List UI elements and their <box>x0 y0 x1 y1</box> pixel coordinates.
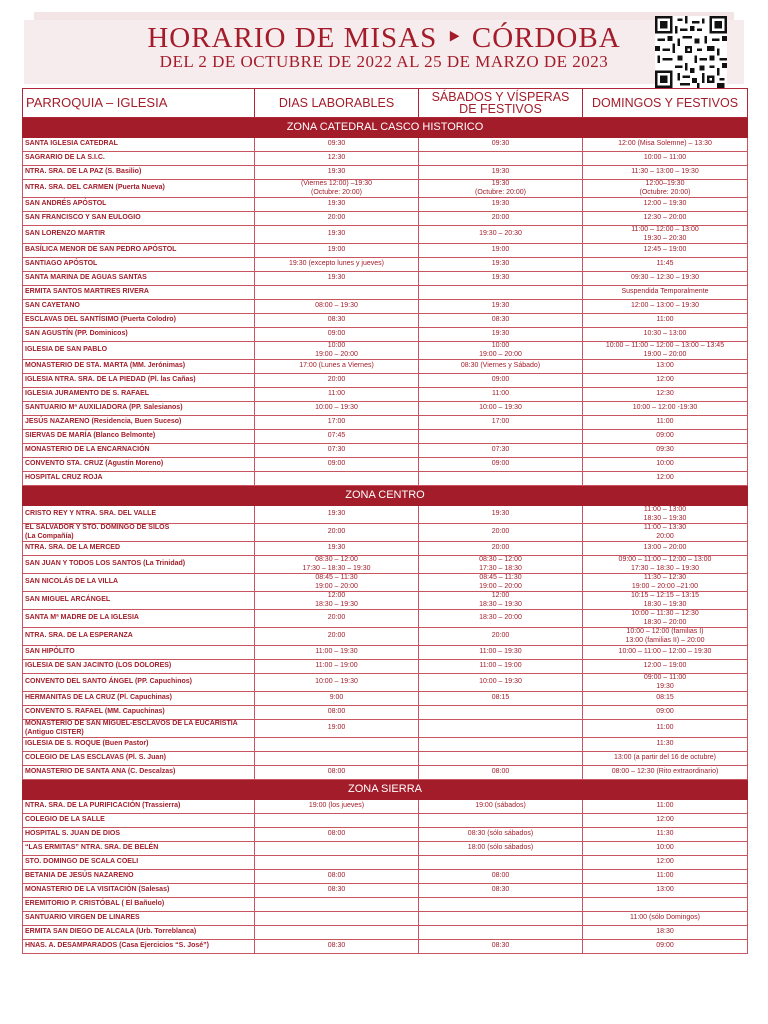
weekday-times-cell: 19:30 <box>255 166 419 180</box>
saturday-times-cell <box>419 926 583 940</box>
parish-name-cell: MONASTERIO DE LA ENCARNACIÓN <box>23 444 255 458</box>
weekday-times-cell: 12:30 <box>255 152 419 166</box>
parish-name-cell: SANTA IGLESIA CATEDRAL <box>23 138 255 152</box>
saturday-times-cell: 19:30 <box>419 198 583 212</box>
saturday-times-cell: 08:30 (sólo sábados) <box>419 828 583 842</box>
parish-name-cell: SAN FRANCISCO Y SAN EULOGIO <box>23 212 255 226</box>
weekday-times-cell: 07:45 <box>255 430 419 444</box>
parish-name-cell: MONASTERIO DE SAN MIGUEL-ESCLAVOS DE LA EUCARISTIA (Antiguo CISTER) <box>23 720 255 738</box>
saturday-times-cell: 19:00 <box>419 244 583 258</box>
saturday-times-cell: 18:00 (sólo sábados) <box>419 842 583 856</box>
parish-name-cell: “LAS ERMITAS” NTRA. SRA. DE BELÉN <box>23 842 255 856</box>
sunday-times-cell: 09:00 <box>583 430 748 444</box>
parish-name-cell: BASÍLICA MENOR DE SAN PEDRO APÓSTOL <box>23 244 255 258</box>
saturday-times-cell: 19:30 <box>419 272 583 286</box>
parish-name-cell: HERMANITAS DE LA CRUZ (Pl. Capuchinas) <box>23 692 255 706</box>
parish-name-cell: MONASTERIO DE STA. MARTA (MM. Jerónimas) <box>23 360 255 374</box>
parish-name-cell: SAN JUAN Y TODOS LOS SANTOS (La Trinidad) <box>23 556 255 574</box>
weekday-times-cell: 20:00 <box>255 212 419 226</box>
sunday-times-cell: 12:00 <box>583 374 748 388</box>
weekday-times-cell <box>255 926 419 940</box>
parish-name-cell: CRISTO REY Y NTRA. SRA. DEL VALLE <box>23 506 255 524</box>
sunday-times-cell: 11:00 <box>583 800 748 814</box>
parish-name-cell: IGLESIA DE SAN PABLO <box>23 342 255 360</box>
table-row <box>23 706 748 720</box>
table-row <box>23 506 748 524</box>
parish-name-cell: MONASTERIO DE LA VISITACIÓN (Salesas) <box>23 884 255 898</box>
sunday-times-cell: 10:00 <box>583 842 748 856</box>
sunday-times-cell: 11:45 <box>583 258 748 272</box>
saturday-times-cell <box>419 856 583 870</box>
sunday-times-cell: 08:00 – 12:30 (Rito extraordinario) <box>583 766 748 780</box>
table-row <box>23 542 748 556</box>
parish-name-cell: NTRA. SRA. DE LA ESPERANZA <box>23 628 255 646</box>
table-row <box>23 212 748 226</box>
table-row <box>23 912 748 926</box>
sunday-times-cell: 10:30 – 13:00 <box>583 328 748 342</box>
mass-schedule-table <box>22 88 748 954</box>
zone-title: ZONA SIERRA <box>23 780 748 800</box>
table-row <box>23 226 748 244</box>
sunday-times-cell: 11:30 <box>583 738 748 752</box>
saturday-times-cell: 19:30 <box>419 300 583 314</box>
table-row <box>23 592 748 610</box>
table-row <box>23 374 748 388</box>
saturday-times-cell: 11:00 – 19:00 <box>419 660 583 674</box>
sunday-times-cell: 12:30 <box>583 388 748 402</box>
table-row <box>23 314 748 328</box>
saturday-times-cell: 19:30 (Octubre: 20:00) <box>419 180 583 198</box>
saturday-times-cell <box>419 720 583 738</box>
sunday-times-cell: 10:00 <box>583 458 748 472</box>
sunday-times-cell: 18:30 <box>583 926 748 940</box>
parish-name-cell: SAN ANDRÉS APÓSTOL <box>23 198 255 212</box>
weekday-times-cell <box>255 842 419 856</box>
sunday-times-cell: 09:00 <box>583 940 748 954</box>
saturday-times-cell: 08:30 <box>419 884 583 898</box>
sunday-times-cell: 12:00 (Misa Solemne) – 13:30 <box>583 138 748 152</box>
sunday-times-cell: 12:00 – 13:00 – 19:30 <box>583 300 748 314</box>
saturday-times-cell: 20:00 <box>419 212 583 226</box>
parish-name-cell: SAN NICOLÁS DE LA VILLA <box>23 574 255 592</box>
table-row <box>23 166 748 180</box>
sunday-times-cell: 09:30 – 12:30 – 19:30 <box>583 272 748 286</box>
sunday-times-cell: 10:15 – 12:15 – 13:15 18:30 – 19:30 <box>583 592 748 610</box>
sunday-times-cell: 10:00 – 11:00 – 12:00 – 13:00 – 13:45 19:00 – 20:00 <box>583 342 748 360</box>
saturday-times-cell: 08:30 (Viernes y Sábado) <box>419 360 583 374</box>
saturday-times-cell: 09:30 <box>419 138 583 152</box>
table-row <box>23 342 748 360</box>
parish-name-cell: COLEGIO DE LAS ESCLAVAS (Pl. S. Juan) <box>23 752 255 766</box>
parish-name-cell: SANTIAGO APÓSTOL <box>23 258 255 272</box>
table-row <box>23 198 748 212</box>
weekday-times-cell: 11:00 – 19:30 <box>255 646 419 660</box>
weekday-times-cell: (Viernes 12:00) –19:30 (Octubre: 20:00) <box>255 180 419 198</box>
table-row <box>23 524 748 542</box>
parish-name-cell: BETANIA DE JESÚS NAZARENO <box>23 870 255 884</box>
saturday-times-cell: 09:00 <box>419 374 583 388</box>
sunday-times-cell: 10:00 – 12:00 -19:30 <box>583 402 748 416</box>
parish-name-cell: NTRA. SRA. DE LA PAZ (S. Basilio) <box>23 166 255 180</box>
weekday-times-cell: 9:00 <box>255 692 419 706</box>
saturday-times-cell: 19:30 – 20:30 <box>419 226 583 244</box>
parish-name-cell: EREMITORIO P. CRISTÓBAL ( El Bañuelo) <box>23 898 255 912</box>
weekday-times-cell: 08:00 <box>255 766 419 780</box>
saturday-times-cell: 19:30 <box>419 328 583 342</box>
sunday-times-cell: 10:00 – 11:00 – 12:00 – 19:30 <box>583 646 748 660</box>
weekday-times-cell: 19:00 <box>255 244 419 258</box>
sunday-times-cell: 11:30 <box>583 828 748 842</box>
weekday-times-cell: 19:30 <box>255 226 419 244</box>
table-body <box>23 118 748 954</box>
weekday-times-cell: 12:00 18:30 – 19:30 <box>255 592 419 610</box>
saturday-times-cell <box>419 706 583 720</box>
weekday-times-cell <box>255 286 419 300</box>
table-row <box>23 842 748 856</box>
weekday-times-cell: 08:30 – 12:00 17:30 – 18:30 – 19:30 <box>255 556 419 574</box>
parish-name-cell: STO. DOMINGO DE SCALA COELI <box>23 856 255 870</box>
saturday-times-cell: 19:30 <box>419 166 583 180</box>
parish-name-cell: SANTA Mª MADRE DE LA IGLESIA <box>23 610 255 628</box>
weekday-times-cell: 10:00 – 19:30 <box>255 674 419 692</box>
parish-name-cell: CONVENTO STA. CRUZ (Agustín Moreno) <box>23 458 255 472</box>
table-row <box>23 674 748 692</box>
parish-name-cell: ERMITA SANTOS MARTIRES RIVERA <box>23 286 255 300</box>
weekday-times-cell: 20:00 <box>255 374 419 388</box>
saturday-times-cell: 11:00 – 19:30 <box>419 646 583 660</box>
table-row <box>23 926 748 940</box>
weekday-times-cell: 19:30 <box>255 272 419 286</box>
table-row <box>23 720 748 738</box>
saturday-times-cell: 08:00 <box>419 870 583 884</box>
saturday-times-cell: 08:30 <box>419 940 583 954</box>
table-row <box>23 856 748 870</box>
sunday-times-cell <box>583 898 748 912</box>
table-row <box>23 556 748 574</box>
table-row <box>23 300 748 314</box>
weekday-times-cell <box>255 752 419 766</box>
parish-name-cell: EL SALVADOR Y STO. DOMINGO DE SILOS (La Compañía) <box>23 524 255 542</box>
saturday-times-cell: 19:30 <box>419 506 583 524</box>
table-row <box>23 814 748 828</box>
table-row <box>23 458 748 472</box>
parish-name-cell: SAN HIPÓLITO <box>23 646 255 660</box>
saturday-times-cell: 08:45 – 11:30 19:00 – 20:00 <box>419 574 583 592</box>
saturday-times-cell <box>419 898 583 912</box>
zone-header-row <box>23 780 748 800</box>
page-title: HORARIO DE MISAS ‣ CÓRDOBA <box>147 22 621 54</box>
saturday-times-cell: 08:30 <box>419 314 583 328</box>
sunday-times-cell: 12:00 – 19:30 <box>583 198 748 212</box>
table-row <box>23 152 748 166</box>
qr-code-icon <box>655 16 727 88</box>
saturday-times-cell: 08:15 <box>419 692 583 706</box>
weekday-times-cell: 10:00 19:00 – 20:00 <box>255 342 419 360</box>
table-row <box>23 360 748 374</box>
table-row <box>23 738 748 752</box>
saturday-times-cell <box>419 286 583 300</box>
table-row <box>23 646 748 660</box>
sunday-times-cell: 11:30 – 13:00 – 19:30 <box>583 166 748 180</box>
weekday-times-cell: 09:00 <box>255 458 419 472</box>
saturday-times-cell: 10:00 – 19:30 <box>419 402 583 416</box>
parish-name-cell: IGLESIA JURAMENTO DE S. RAFAEL <box>23 388 255 402</box>
weekday-times-cell <box>255 738 419 752</box>
parish-name-cell: MONASTERIO DE SANTA ANA (C. Descalzas) <box>23 766 255 780</box>
sunday-times-cell: 12:00 – 19:00 <box>583 660 748 674</box>
weekday-times-cell: 20:00 <box>255 524 419 542</box>
weekday-times-cell: 08:00 <box>255 870 419 884</box>
weekday-times-cell: 11:00 <box>255 388 419 402</box>
saturday-times-cell: 12:00 18:30 – 19:30 <box>419 592 583 610</box>
sunday-times-cell: 11:00 – 13:30 20:00 <box>583 524 748 542</box>
saturday-times-cell: 10:00 – 19:30 <box>419 674 583 692</box>
parish-name-cell: NTRA. SRA. DE LA PURIFICACIÓN (Trassierra) <box>23 800 255 814</box>
weekday-times-cell: 20:00 <box>255 610 419 628</box>
parish-name-cell: IGLESIA NTRA. SRA. DE LA PIEDAD (Pl. las Cañas) <box>23 374 255 388</box>
saturday-times-cell: 17:00 <box>419 416 583 430</box>
sunday-times-cell: 13:00 <box>583 360 748 374</box>
parish-name-cell: CONVENTO DEL SANTO ÁNGEL (PP. Capuchinos) <box>23 674 255 692</box>
sunday-times-cell: 11:00 <box>583 870 748 884</box>
parish-name-cell: SAN MIGUEL ARCÁNGEL <box>23 592 255 610</box>
table-row <box>23 416 748 430</box>
saturday-times-cell: 20:00 <box>419 542 583 556</box>
table-row <box>23 272 748 286</box>
zone-title: ZONA CATEDRAL CASCO HISTORICO <box>23 118 748 138</box>
weekday-times-cell: 19:00 <box>255 720 419 738</box>
saturday-times-cell: 18:30 – 20:00 <box>419 610 583 628</box>
saturday-times-cell <box>419 472 583 486</box>
table-header-row <box>23 89 748 118</box>
weekday-times-cell: 08:30 <box>255 884 419 898</box>
weekday-times-cell: 19:30 <box>255 542 419 556</box>
parish-name-cell: NTRA. SRA. DE LA MERCED <box>23 542 255 556</box>
table-row <box>23 258 748 272</box>
table-row <box>23 800 748 814</box>
saturday-times-cell <box>419 912 583 926</box>
column-header-saturdays: SÁBADOS Y VÍSPERAS DE FESTIVOS <box>419 89 583 118</box>
parish-name-cell: ERMITA SAN DIEGO DE ALCALA (Urb. Torreblanca) <box>23 926 255 940</box>
weekday-times-cell: 08:00 <box>255 828 419 842</box>
parish-name-cell: ESCLAVAS DEL SANTÍSIMO (Puerta Colodro) <box>23 314 255 328</box>
sunday-times-cell: 11:30 – 12:30 19:00 – 20:00 –21:00 <box>583 574 748 592</box>
table-row <box>23 940 748 954</box>
saturday-times-cell: 19:00 (sábados) <box>419 800 583 814</box>
saturday-times-cell <box>419 814 583 828</box>
parish-name-cell: HOSPITAL CRUZ ROJA <box>23 472 255 486</box>
zone-header-row <box>23 486 748 506</box>
sunday-times-cell: 13:00 – 20:00 <box>583 542 748 556</box>
sunday-times-cell: 13:00 <box>583 884 748 898</box>
table-row <box>23 692 748 706</box>
weekday-times-cell: 19:30 <box>255 198 419 212</box>
saturday-times-cell <box>419 752 583 766</box>
sunday-times-cell: 11:00 – 13:00 18:30 – 19:30 <box>583 506 748 524</box>
sunday-times-cell: 10:00 – 11:30 – 12:30 18:30 – 20:00 <box>583 610 748 628</box>
parish-name-cell: SAN AGUSTÍN (PP. Dominicos) <box>23 328 255 342</box>
sunday-times-cell: 11:00 <box>583 314 748 328</box>
sunday-times-cell: 12:30 – 20:00 <box>583 212 748 226</box>
table-row <box>23 870 748 884</box>
weekday-times-cell <box>255 912 419 926</box>
weekday-times-cell: 07:30 <box>255 444 419 458</box>
weekday-times-cell: 19:00 (los jueves) <box>255 800 419 814</box>
sunday-times-cell: 11:00 (sólo Domingos) <box>583 912 748 926</box>
sunday-times-cell: 11:00 – 12:00 – 13:00 19:30 – 20:30 <box>583 226 748 244</box>
sunday-times-cell: 09:00 – 11:00 – 12:00 – 13:00 17:30 – 18:30 – 19:30 <box>583 556 748 574</box>
parish-name-cell: CONVENTO S. RAFAEL (MM. Capuchinas) <box>23 706 255 720</box>
weekday-times-cell <box>255 472 419 486</box>
weekday-times-cell: 08:00 – 19:30 <box>255 300 419 314</box>
weekday-times-cell <box>255 898 419 912</box>
parish-name-cell: SANTA MARINA DE AGUAS SANTAS <box>23 272 255 286</box>
column-header-sundays: DOMINGOS Y FESTIVOS <box>583 89 748 118</box>
sunday-times-cell: 09:30 <box>583 444 748 458</box>
weekday-times-cell: 19:30 (excepto lunes y jueves) <box>255 258 419 272</box>
table-row <box>23 628 748 646</box>
weekday-times-cell: 09:30 <box>255 138 419 152</box>
table-row <box>23 244 748 258</box>
saturday-times-cell: 20:00 <box>419 524 583 542</box>
column-header-parish: PARROQUIA – IGLESIA <box>23 89 255 118</box>
weekday-times-cell <box>255 856 419 870</box>
table-row <box>23 328 748 342</box>
column-header-weekdays: DIAS LABORABLES <box>255 89 419 118</box>
table-row <box>23 388 748 402</box>
weekday-times-cell: 08:00 <box>255 706 419 720</box>
weekday-times-cell: 11:00 – 19:00 <box>255 660 419 674</box>
table-row <box>23 660 748 674</box>
table-row <box>23 430 748 444</box>
sunday-times-cell: 11:00 <box>583 720 748 738</box>
parish-name-cell: JESÚS NAZARENO (Residencia, Buen Suceso) <box>23 416 255 430</box>
table-row <box>23 472 748 486</box>
sunday-times-cell: 10:00 – 12:00 (familias I) 13:00 (familias II) – 20:00 <box>583 628 748 646</box>
weekday-times-cell: 08:45 – 11:30 19:00 – 20:00 <box>255 574 419 592</box>
sunday-times-cell: 09:00 <box>583 706 748 720</box>
weekday-times-cell: 08:30 <box>255 940 419 954</box>
saturday-times-cell: 20:00 <box>419 628 583 646</box>
sunday-times-cell: 12:00–19:30 (Octubre: 20:00) <box>583 180 748 198</box>
table-row <box>23 898 748 912</box>
parish-name-cell: SANTUARIO VIRGEN DE LINARES <box>23 912 255 926</box>
sunday-times-cell: 09:00 – 11:00 19:30 <box>583 674 748 692</box>
parish-name-cell: NTRA. SRA. DEL CARMEN (Puerta Nueva) <box>23 180 255 198</box>
zone-title: ZONA CENTRO <box>23 486 748 506</box>
table-row <box>23 574 748 592</box>
zone-header-row <box>23 118 748 138</box>
weekday-times-cell: 10:00 – 19:30 <box>255 402 419 416</box>
page-subtitle: DEL 2 DE OCTUBRE DE 2022 AL 25 DE MARZO DE 2023 <box>159 52 609 71</box>
weekday-times-cell <box>255 814 419 828</box>
table-row <box>23 884 748 898</box>
saturday-times-cell <box>419 738 583 752</box>
sunday-times-cell: 12:45 – 19:00 <box>583 244 748 258</box>
sunday-times-cell: Suspendida Temporalmente <box>583 286 748 300</box>
saturday-times-cell: 08:30 – 12:00 17:30 – 18:30 <box>419 556 583 574</box>
table-row <box>23 752 748 766</box>
saturday-times-cell: 07:30 <box>419 444 583 458</box>
sunday-times-cell: 08:15 <box>583 692 748 706</box>
table-row <box>23 138 748 152</box>
saturday-times-cell: 11:00 <box>419 388 583 402</box>
saturday-times-cell: 19:30 <box>419 258 583 272</box>
sunday-times-cell: 12:00 <box>583 814 748 828</box>
table-row <box>23 766 748 780</box>
parish-name-cell: IGLESIA DE S. ROQUE (Buen Pastor) <box>23 738 255 752</box>
weekday-times-cell: 17:00 <box>255 416 419 430</box>
parish-name-cell: SAN CAYETANO <box>23 300 255 314</box>
saturday-times-cell <box>419 430 583 444</box>
weekday-times-cell: 17:00 (Lunes a Viernes) <box>255 360 419 374</box>
parish-name-cell: IGLESIA DE SAN JACINTO (LOS DOLORES) <box>23 660 255 674</box>
parish-name-cell: HNAS. A. DESAMPARADOS (Casa Ejercicios “S. José”) <box>23 940 255 954</box>
table-row <box>23 444 748 458</box>
parish-name-cell: SIERVAS DE MARÍA (Blanco Belmonte) <box>23 430 255 444</box>
parish-name-cell: COLEGIO DE LA SALLE <box>23 814 255 828</box>
table-row <box>23 286 748 300</box>
weekday-times-cell: 09:00 <box>255 328 419 342</box>
table-row <box>23 180 748 198</box>
weekday-times-cell: 19:30 <box>255 506 419 524</box>
weekday-times-cell: 08:30 <box>255 314 419 328</box>
sunday-times-cell: 12:00 <box>583 856 748 870</box>
table-row <box>23 828 748 842</box>
saturday-times-cell: 08:00 <box>419 766 583 780</box>
sunday-times-cell: 12:00 <box>583 472 748 486</box>
sunday-times-cell: 10:00 – 11:00 <box>583 152 748 166</box>
saturday-times-cell <box>419 152 583 166</box>
saturday-times-cell: 10:00 19:00 – 20:00 <box>419 342 583 360</box>
parish-name-cell: HOSPITAL S. JUAN DE DIOS <box>23 828 255 842</box>
sunday-times-cell: 11:00 <box>583 416 748 430</box>
table-row <box>23 610 748 628</box>
table-row <box>23 402 748 416</box>
parish-name-cell: SAN LORENZO MARTIR <box>23 226 255 244</box>
parish-name-cell: SAGRARIO DE LA S.I.C. <box>23 152 255 166</box>
parish-name-cell: SANTUARIO Mª AUXILIADORA (PP. Salesianos) <box>23 402 255 416</box>
sunday-times-cell: 13:00 (a partir del 16 de octubre) <box>583 752 748 766</box>
weekday-times-cell: 20:00 <box>255 628 419 646</box>
saturday-times-cell: 09:00 <box>419 458 583 472</box>
